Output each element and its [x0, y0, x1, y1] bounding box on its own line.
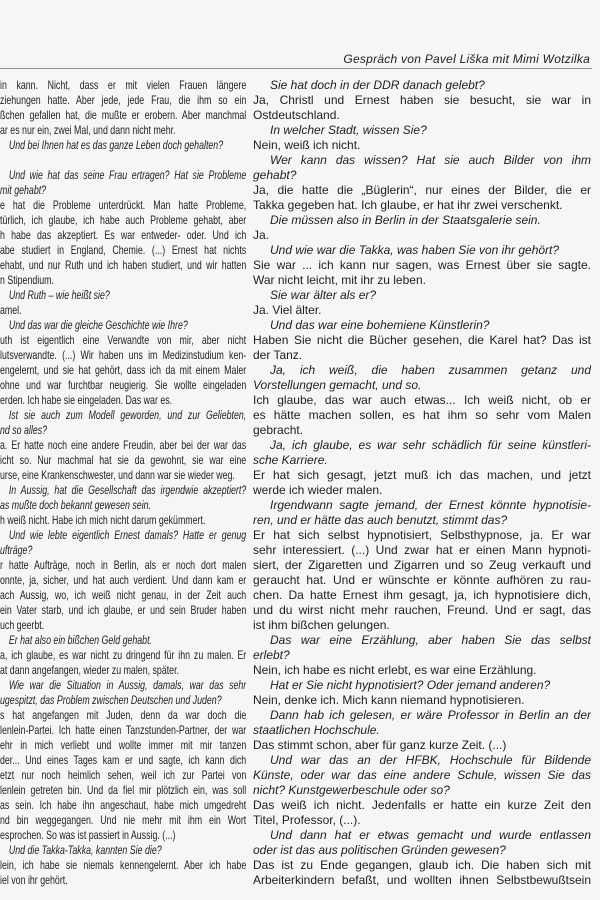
question-line: Sie hat doch in der DDR danach gelebt? [270, 78, 485, 92]
answer-line: Takka gegeben hat. Ich glaube, er hat ihr zwei verschenkt. [253, 198, 563, 212]
question-line: Und wie war die Takka, was haben Sie von ihr gehört? [270, 243, 560, 257]
answer-line: Sie war ... ich kann nur sagen, was Ernest über sie sagte. [253, 258, 591, 272]
running-title: Gespräch von Pavel Liška mit Mimi Wotzilka [343, 52, 590, 66]
answer-line: nd bin weggegangen. Und nie mehr mit ihm ein Wort [0, 813, 247, 827]
answer-line: es hätte machen sollen, es hat ihm so sehr vom Malen [253, 408, 591, 422]
answer-line: Das stimmt schon, aber für ganz kurze Zeit. (...) [253, 738, 507, 752]
answer-line: etzt nur noch heimlich sehen, weil ich zur Partei von [0, 768, 247, 782]
answer-line: uth ist eigentlich eine Verwandte von mir, aber nicht [0, 333, 247, 347]
answer-line: r hatte Aufträge, noch in Berlin, als er noch dort malen [0, 558, 247, 572]
answer-line: as sein. Ich habe ihn angeschaut, habe mich umgedreht [0, 798, 247, 812]
answer-line: Nein, denke ich. Mich kann niemand hypnotisieren. [253, 693, 525, 707]
answer-line: Ja, Christl und Ernest haben sie besucht, sie war in [253, 93, 591, 107]
answer-line: lenlein-Partei. Ich hatte einen Tanzstunden-Partner, der war [0, 723, 247, 737]
answer-line: s hat angefangen mit Juden, denn da war doch die [0, 708, 247, 722]
question-line: as mußte doch bekannt gewesen sein. [0, 498, 152, 512]
answer-line: Er hat sich selbst hypnotisiert, Selbsthypnose, ja. Er war [253, 528, 591, 542]
answer-line: iel von ihr gehört. [0, 873, 68, 887]
answer-line: icht so. Nur machmal hat sie da gewohnt, sie war eine [0, 453, 247, 467]
answer-line: Er hat sich gesagt, jetzt muß ich das machen, und jetzt [253, 468, 591, 482]
question-line: Und das war eine bohemiene Künstlerin? [270, 318, 490, 332]
answer-line: a, ich glaube, es war nicht zu dringend für ihn zu malen. Er [0, 648, 247, 662]
answer-line: Nein, ich habe es nicht erlebt, es war eine Erzählung. [253, 663, 537, 677]
question-line: Und dann hat er etwas gemacht und wurde entlassen [270, 828, 591, 842]
question-line: Die müssen also in Berlin in der Staatsgalerie sein. [270, 213, 541, 227]
answer-line: uch geerbt. [0, 618, 45, 632]
question-line: Wie war die Situation in Aussig, damals, war das sehr [8, 678, 247, 692]
question-line: Ja, ich glaube, es war sehr schädlich für seine künstleri- [270, 438, 591, 452]
question-line: nd so alles? [0, 423, 48, 437]
blank-line [0, 153, 246, 168]
answer-line: ach Aussig, wo, ich weiß nicht genau, in der Zeit auch [0, 588, 247, 602]
answer-line: Arbeiterkindern befaßt, und wollten ihnen Selbstbewußtsein [253, 873, 591, 887]
answer-line: e hat die Probleme unterdrückt. Man hatte Probleme, [0, 198, 247, 212]
answer-line: lutsverwandte. (...) Wir haben uns im Medizinstudium ken- [0, 348, 247, 362]
answer-line: werde ich wieder malen. [253, 483, 383, 497]
answer-line: türlich, ich glaube, ich habe auch Probleme gehabt, aber [0, 213, 247, 227]
answer-line: onnte, ja, sicher, und hat auch verdient. Und dann kam er [0, 573, 247, 587]
answer-line: Nein, weiß ich nicht. [253, 138, 361, 152]
question-line: Wer kann das wissen? Hat sie auch Bilder von ihm [270, 153, 591, 167]
question-line: Er hat also ein bißchen Geld gehabt. [8, 633, 152, 647]
answer-line: in kann. Nicht, dass er mit vielen Frauen längere [0, 78, 247, 92]
question-line: Dann hab ich gelesen, er wäre Professor in Berlin an der [270, 708, 591, 722]
question-line: In welcher Stadt, wissen Sie? [270, 123, 427, 137]
answer-line: h habe das akzeptiert. Es war entweder- oder. Und ich [0, 228, 247, 242]
answer-line: siert, der Zigaretten und Zigarren und so Zeug verkauft und [253, 558, 591, 572]
answer-line: n Stipendium. [0, 273, 54, 287]
answer-line: urse, eine Krankenschwester, und dann war sie wieder weg. [0, 468, 235, 482]
answer-line: ehabt, und nur Ruth und ich haben studiert, und wir hatten [0, 258, 247, 272]
answer-line: ziehungen hatte. Aber jede, jede Frau, die ihm so ein [0, 93, 247, 107]
answer-line: Ich glaube, das war auch etwas... Ich weiß nicht, ob er [253, 393, 591, 407]
answer-line: Haben Sie nicht die Bücher gesehen, die Karel hat? Das ist [253, 333, 591, 347]
question-line: mit gehabt? [0, 183, 47, 197]
answer-line: esprochen. So was ist passiert in Aussig. (...) [0, 828, 176, 842]
question-line: Das war eine Erzählung, aber haben Sie das selbst [270, 633, 591, 647]
question-line: ugespitzt, das Problem zwischen Deutschen und Juden? [0, 693, 222, 707]
question-line: nicht? Kunstgewerbeschule oder so? [253, 783, 450, 797]
answer-line: amel. [0, 303, 22, 317]
answer-line: ohne und war furchtbar neugierig. Sie wollte eingeladen [0, 378, 247, 392]
question-line: oder ist das aus politischen Gründen gewesen? [253, 843, 506, 857]
answer-line: ar es nur ein, zwei Mal, und dann nicht mehr. [0, 123, 176, 137]
answer-line: gebracht. [253, 423, 304, 437]
question-line: ufträge? [0, 543, 33, 557]
answer-line: sehr interessiert. (...) Und zwar hat er einen Mann hypnoti- [253, 543, 591, 557]
answer-line: und du wirst nicht mehr rauchen, Freund. Und er sagt, das [253, 603, 591, 617]
answer-line: engelernt, und sie hat gehört, dass ich da mit einem Maler [0, 363, 247, 377]
question-line: Sie war älter als er? [270, 288, 377, 302]
question-line: Ja, ich weiß, die haben zusammen getanz und [270, 363, 591, 377]
answer-line: erden. Ich habe sie eingeladen. Das war es. [0, 393, 173, 407]
question-line: Irgendwann sagte jemand, der Ernest könnte hypnotisie- [270, 498, 591, 512]
answer-line: lenlein getreten bin. Und da fiel mir plötzlich ein, was soll [0, 783, 247, 797]
answer-line: der... Und eines Tages kam er und sagte, ich kann dich [0, 753, 247, 767]
answer-line: h weiß nicht. Habe ich mich nicht darum gekümmert. [0, 513, 206, 527]
question-line: gehabt? [253, 168, 297, 182]
question-line: Und wie hat das seine Frau ertragen? Hat sie Probleme [8, 168, 247, 182]
answer-line: at dann angefangen, wieder zu malen, später. [0, 663, 179, 677]
header-rule [0, 68, 592, 69]
answer-line: Ja. Viel älter. [253, 303, 322, 317]
answer-line: Titel, Professor, (...). [253, 813, 361, 827]
question-line: Ist sie auch zum Modell geworden, und zur Geliebten, [8, 408, 247, 422]
answer-line: geraucht hat. Und er wünschte er könnte aufhören zu rau- [253, 573, 591, 587]
answer-line: ßchen gefallen hat, die mußte er erobern. Aber manchmal [0, 108, 247, 122]
answer-line: lein, ich habe sie niemals kennengelernt. Aber ich habe [0, 858, 247, 872]
question-line: Und war das an der HFBK, Hochschule für Bildende [270, 753, 591, 767]
question-line: Und wie lebte eigentlich Ernest damals? Hatte er genug [8, 528, 247, 542]
answer-line: abe studiert in England, Chemie. (...) Ernest hat nichts [0, 243, 247, 257]
answer-line: War nicht leicht, mit ihr zu leben. [253, 273, 426, 287]
answer-line: Das ist zu Ende gegangen, glaub ich. Die haben sich mit [253, 858, 591, 872]
answer-line: ehr in mich verliebt und wollte immer mit mir tanzen [0, 738, 247, 752]
right-column [253, 78, 591, 888]
answer-line: a. Er hatte noch eine andere Freudin, aber bei der war das [0, 438, 247, 452]
question-line: sche Karriere. [253, 453, 328, 467]
answer-line: chen. Da hatte Ernest ihm gesagt, ja, ich hypnotisiere dich, [253, 588, 591, 602]
answer-line: Ja. [253, 228, 270, 242]
question-line: staatlichen Hochschule. [253, 723, 380, 737]
question-line: Und Ruth – wie heißt sie? [8, 288, 110, 302]
question-line: Und die Takka-Takka, kannten Sie die? [8, 843, 162, 857]
question-line: erlebt? [253, 648, 290, 662]
question-line: Hat er Sie nicht hypnotisiert? Oder jemand anderen? [270, 678, 551, 692]
question-line: Und bei Ihnen hat es das ganze Leben doch gehalten? [8, 138, 224, 152]
question-line: Künste, oder war das eine andere Schule, wissen Sie das [253, 768, 591, 782]
question-line: In Aussig, hat die Gesellschaft das irgendwie akzeptiert? [8, 483, 247, 497]
answer-line: ein Vater starb, und ich glaube, er und sein Bruder haben [0, 603, 247, 617]
answer-line: Ostdeutschland. [253, 108, 340, 122]
left-column [0, 78, 246, 888]
answer-line: ist ihm bißchen gelungen. [253, 618, 390, 632]
answer-line: der Tanz. [253, 348, 303, 362]
question-line: Und das war die gleiche Geschichte wie Ihre? [8, 318, 188, 332]
question-line: Vorstellungen gemacht, und so. [253, 378, 422, 392]
answer-line: Ja, die hatte die „Büglerin“, nur eines der Bilder, die er [253, 183, 591, 197]
question-line: ren, und er hätte das auch benutzt, stimmt das? [253, 513, 508, 527]
answer-line: Das weiß ich nicht. Jedenfalls er hatte ein kurze Zeit den [253, 798, 591, 812]
